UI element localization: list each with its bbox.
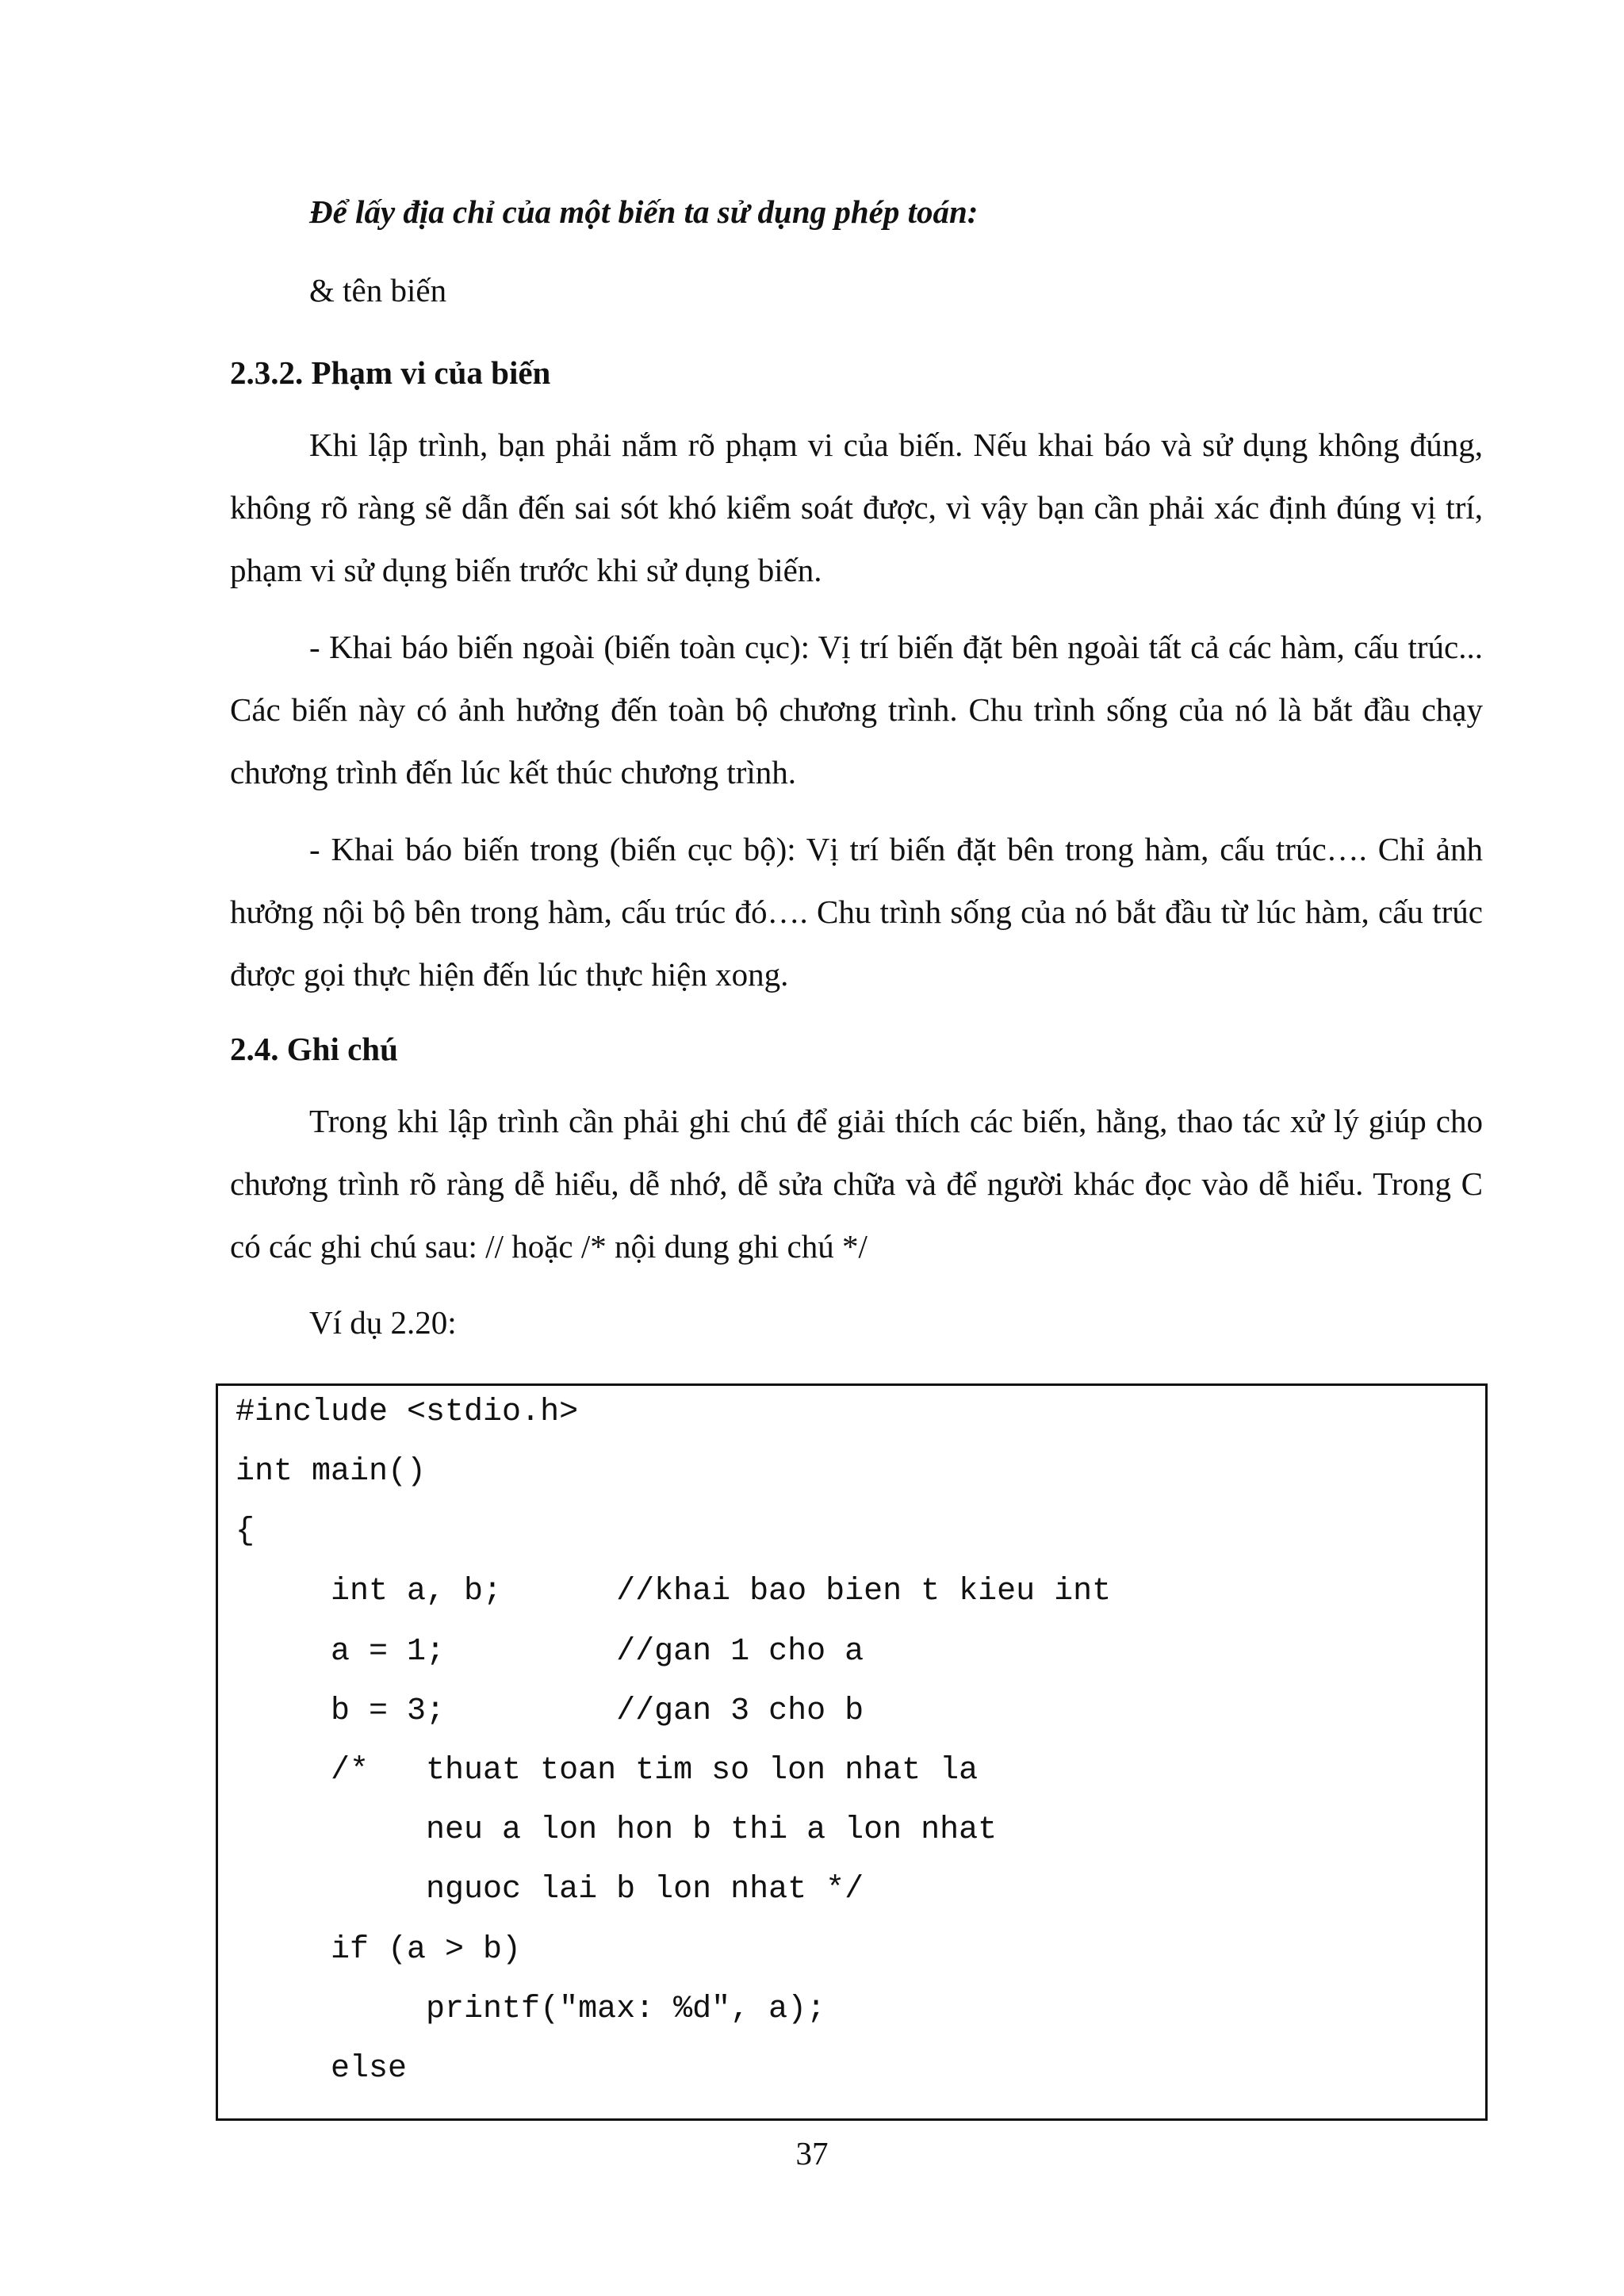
code-example-box bbox=[216, 1383, 1488, 2121]
address-operator-syntax: & tên biến bbox=[309, 272, 447, 308]
scope-paragraph-1: Khi lập trình, bạn phải nắm rõ phạm vi của biến. Nếu khai báo và sử dụng không đúng, không rõ ràng sẽ dẫn đến sai sót khó kiểm soát được, vì vậy bạn cần phải xác định đúng vị trí, phạm vi sử dụng biến trước khi sử dụng biến. bbox=[230, 427, 1483, 588]
code-line: { bbox=[236, 1513, 255, 1549]
code-line: int a, b; //khai bao bien t kieu int bbox=[236, 1574, 1112, 1609]
section-heading-2-4: 2.4. Ghi chú bbox=[230, 1031, 398, 1067]
code-line: int main() bbox=[236, 1454, 427, 1490]
code-line: if (a > b) bbox=[236, 1932, 522, 1968]
scope-paragraph-global: - Khai báo biến ngoài (biến toàn cục): Vị trí biến đặt bên ngoài tất cả các hàm, cấu trúc... Các biến này có ảnh hưởng đến toàn bộ chương trình. Chu trình sống của nó là bắt đầu chạy chương trình đến lúc kết thúc chương trình. bbox=[230, 629, 1483, 790]
code-line: printf("max: %d", a); bbox=[236, 1992, 826, 2027]
code-line: a = 1; //gan 1 cho a bbox=[236, 1634, 864, 1670]
scope-paragraph-local: - Khai báo biến trong (biến cục bộ): Vị trí biến đặt bên trong hàm, cấu trúc…. Chỉ ảnh hưởng nội bộ bên trong hàm, cấu trúc đó…. Chu trình sống của nó bắt đầu từ lúc hàm, cấu trúc được gọi thực hiện đến lúc thực hiện xong. bbox=[230, 831, 1483, 993]
address-operator-intro: Để lấy địa chỉ của một biến ta sử dụng phép toán: bbox=[309, 193, 979, 230]
code-line: neu a lon hon b thi a lon nhat bbox=[236, 1812, 998, 1848]
code-line: else bbox=[236, 2051, 408, 2087]
code-line: /* thuat toan tim so lon nhat la bbox=[236, 1753, 979, 1789]
code-line: b = 3; //gan 3 cho b bbox=[236, 1693, 864, 1729]
section-heading-2-3-2: 2.3.2. Phạm vi của biến bbox=[230, 354, 551, 391]
code-line: nguoc lai b lon nhat */ bbox=[236, 1872, 864, 1908]
comment-paragraph: Trong khi lập trình cần phải ghi chú để giải thích các biến, hằng, thao tác xử lý giúp cho chương trình rõ ràng dễ hiểu, dễ nhớ, dễ sửa chữa và để người khác đọc vào dễ hiểu. Trong C có các ghi chú sau: // hoặc /* nội dung ghi chú */ bbox=[230, 1103, 1483, 1265]
example-label: Ví dụ 2.20: bbox=[309, 1304, 457, 1341]
code-line: #include <stdio.h> bbox=[236, 1395, 579, 1430]
page-number: 37 bbox=[795, 2135, 829, 2172]
